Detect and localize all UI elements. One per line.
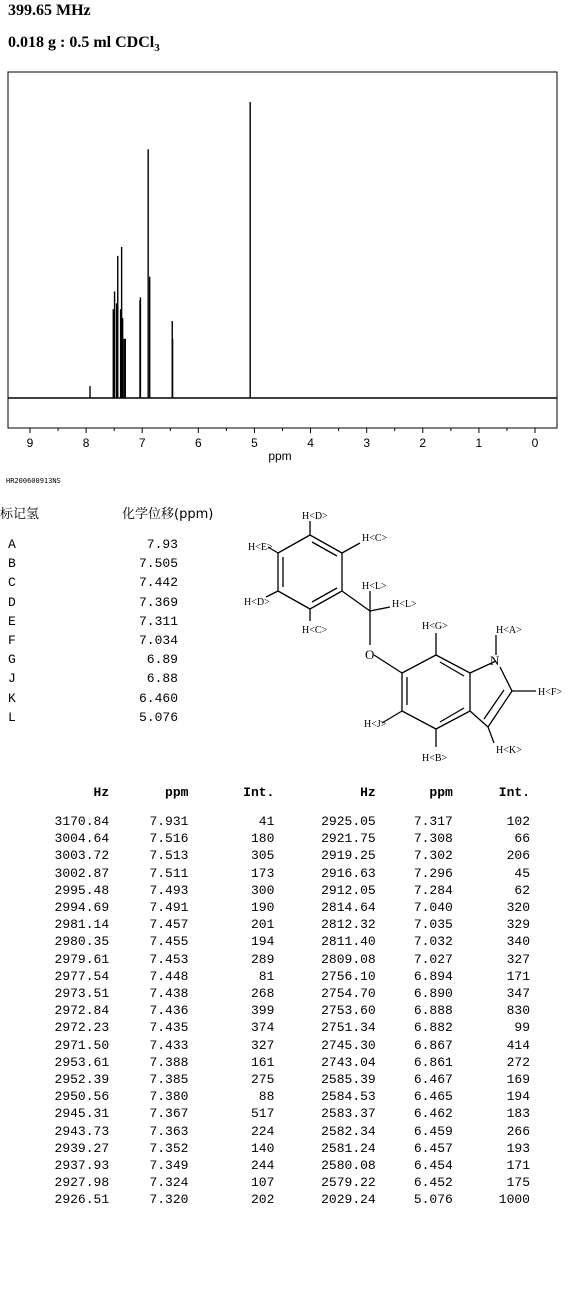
assignment-shift: 7.311 (138, 613, 178, 629)
table-cell: 99 (514, 1020, 530, 1036)
table-row (10, 1071, 530, 1088)
table-cell: 399 (250, 1003, 275, 1019)
assignment-label: K (8, 690, 16, 706)
table-cell: 2953.61 (54, 1054, 110, 1070)
table-row (10, 1019, 530, 1036)
table-row (10, 1037, 530, 1054)
table-cell: 224 (250, 1123, 275, 1139)
table-cell: 169 (506, 1072, 530, 1088)
table-cell: 88 (258, 1089, 275, 1105)
table-cell: 190 (250, 900, 275, 916)
assignment-shift: 5.076 (138, 709, 178, 725)
assignment-label: B (8, 556, 16, 572)
table-row (10, 951, 530, 968)
table-row (10, 1105, 530, 1122)
assignment-shift: 6.89 (146, 652, 178, 668)
nmr-spectrum-chart (0, 70, 570, 470)
assignment-header-shift: 化学位移(ppm) (122, 507, 214, 522)
table-cell: 2583.37 (321, 1106, 376, 1122)
table-cell: 175 (506, 1175, 530, 1191)
assignment-label: C (8, 575, 16, 591)
table-cell: 6.882 (413, 1020, 453, 1036)
label-nitrogen: N (490, 653, 500, 668)
table-cell: 6.861 (413, 1054, 453, 1070)
table-cell: 2756.10 (321, 968, 376, 984)
sample-concentration-text: 0.018 g : 0.5 ml CDCl (8, 34, 155, 51)
table-row (10, 933, 530, 950)
table-cell: 2921.75 (321, 831, 376, 847)
table-cell: 201 (250, 917, 275, 933)
table-cell: 6.467 (413, 1072, 453, 1088)
x-axis-label: ppm (268, 449, 292, 463)
x-tick-label: 4 (307, 436, 314, 450)
label-hd-top: H<D> (302, 511, 328, 522)
table-cell: 2973.51 (54, 986, 110, 1002)
label-hf: H<F> (538, 687, 563, 698)
table-row (10, 1002, 530, 1019)
table-row (10, 899, 530, 916)
table-row (10, 1191, 530, 1208)
peak-table-header (10, 785, 530, 813)
table-cell: 2972.23 (54, 1020, 110, 1036)
assignment-shift: 7.93 (146, 537, 178, 552)
table-row (10, 813, 530, 830)
table-cell: 140 (250, 1140, 275, 1156)
table-cell: 7.352 (149, 1140, 189, 1156)
x-tick-label: 2 (419, 436, 427, 450)
table-row (10, 1054, 530, 1071)
table-cell: 2995.48 (54, 882, 110, 898)
table-row (10, 985, 530, 1002)
table-cell: 62 (514, 882, 530, 898)
table-cell: 7.302 (413, 848, 453, 864)
table-cell: 7.363 (149, 1123, 189, 1139)
table-cell: 7.438 (149, 986, 189, 1002)
table-cell: 3003.72 (54, 848, 110, 864)
table-cell: 244 (250, 1158, 275, 1174)
table-cell: 7.349 (149, 1158, 189, 1174)
label-hl2: H<L> (392, 599, 417, 610)
table-cell: 6.888 (413, 1003, 453, 1019)
spectrometer-frequency: 399.65 MHz (8, 2, 91, 19)
peaks-layer (90, 102, 250, 398)
table-cell: 7.448 (149, 968, 189, 984)
col-hz-1: Hz (93, 785, 110, 800)
table-cell: 2753.60 (321, 1003, 376, 1019)
x-tick-label: 7 (138, 436, 146, 450)
assignment-shift: 6.460 (138, 690, 178, 706)
table-row (10, 1140, 530, 1157)
table-cell: 340 (506, 934, 530, 950)
table-cell: 7.511 (149, 865, 189, 881)
table-cell: 6.462 (413, 1106, 453, 1122)
table-cell: 7.455 (149, 934, 189, 950)
table-cell: 41 (258, 814, 275, 829)
table-cell: 7.433 (149, 1037, 189, 1053)
label-hc-bottom: H<C> (302, 625, 328, 636)
x-tick-label: 5 (251, 436, 258, 450)
table-cell: 2943.73 (54, 1123, 110, 1139)
table-cell: 7.032 (413, 934, 453, 950)
label-hd-left: H<D> (244, 597, 270, 608)
table-cell: 266 (506, 1123, 530, 1139)
table-cell: 275 (250, 1072, 275, 1088)
table-cell: 161 (250, 1054, 275, 1070)
plot-frame (8, 72, 557, 428)
label-hk: H<K> (496, 745, 522, 756)
table-cell: 2927.98 (54, 1175, 110, 1191)
table-cell: 2981.14 (54, 917, 110, 933)
table-cell: 2950.56 (54, 1089, 110, 1105)
table-cell: 193 (506, 1140, 530, 1156)
table-cell: 7.296 (413, 865, 453, 881)
spectrum-code: HR200600913NS (6, 477, 61, 485)
table-cell: 173 (250, 865, 275, 881)
table-cell: 2952.39 (54, 1072, 110, 1088)
table-cell: 45 (514, 865, 530, 881)
assignment-label: D (8, 594, 16, 610)
table-cell: 300 (250, 882, 275, 898)
table-cell: 2937.93 (54, 1158, 110, 1174)
col-int-1: Int. (243, 785, 275, 800)
table-cell: 268 (250, 986, 275, 1002)
assignment-label: A (8, 537, 16, 552)
col-int-2: Int. (498, 785, 530, 800)
assignment-label: G (8, 652, 16, 668)
label-he: H<E> (248, 542, 273, 553)
table-cell: 2916.63 (321, 865, 376, 881)
table-cell: 7.491 (149, 900, 189, 916)
table-cell: 320 (506, 900, 530, 916)
table-cell: 6.452 (413, 1175, 453, 1191)
table-cell: 183 (506, 1106, 530, 1122)
table-cell: 6.890 (413, 986, 453, 1002)
table-cell: 289 (250, 951, 275, 967)
table-cell: 2814.64 (321, 900, 376, 916)
molecule-structure (240, 505, 570, 770)
peak-table-body (10, 813, 530, 1209)
table-cell: 66 (514, 831, 530, 847)
table-cell: 206 (506, 848, 530, 864)
label-hj: H<J> (364, 719, 387, 730)
table-row (10, 882, 530, 899)
table-cell: 327 (250, 1037, 275, 1053)
table-cell: 2811.40 (321, 934, 376, 950)
table-cell: 81 (258, 968, 275, 984)
table-cell: 2754.70 (321, 986, 376, 1002)
table-cell: 6.457 (413, 1140, 453, 1156)
x-tick-label: 9 (26, 436, 34, 450)
table-cell: 6.454 (413, 1158, 453, 1174)
table-cell: 2919.25 (321, 848, 376, 864)
table-cell: 7.436 (149, 1003, 189, 1019)
table-cell: 7.367 (149, 1106, 189, 1122)
label-hg: H<G> (422, 621, 448, 632)
table-cell: 347 (506, 986, 530, 1002)
x-tick-label: 3 (363, 436, 371, 450)
table-cell: 194 (506, 1089, 530, 1105)
table-cell: 6.894 (413, 968, 453, 984)
table-cell: 3004.64 (54, 831, 110, 847)
assignment-label: L (8, 709, 16, 725)
peak-table (10, 785, 530, 1209)
x-axis-ticks (27, 428, 539, 450)
table-cell: 2582.34 (321, 1123, 376, 1139)
table-cell: 7.320 (149, 1192, 189, 1208)
table-cell: 2994.69 (54, 900, 110, 916)
table-row (10, 1088, 530, 1105)
table-cell: 2971.50 (54, 1037, 110, 1053)
table-row (10, 916, 530, 933)
table-row (10, 968, 530, 985)
label-hl1: H<L> (362, 581, 387, 592)
x-tick-label: 8 (82, 436, 90, 450)
table-cell: 2581.24 (321, 1140, 376, 1156)
label-ha: H<A> (496, 625, 522, 636)
label-hb: H<B> (422, 753, 448, 764)
table-cell: 830 (506, 1003, 530, 1019)
assignment-label: J (8, 671, 16, 687)
x-tick-label: 0 (531, 436, 539, 450)
table-cell: 517 (250, 1106, 275, 1122)
table-cell: 7.435 (149, 1020, 189, 1036)
table-cell: 3002.87 (54, 865, 110, 881)
table-cell: 7.284 (413, 882, 453, 898)
table-cell: 2812.32 (321, 917, 376, 933)
table-cell: 7.457 (149, 917, 189, 933)
table-cell: 2584.53 (321, 1089, 376, 1105)
assignment-shift: 7.369 (138, 594, 178, 610)
assignment-label: E (8, 613, 16, 629)
table-cell: 7.453 (149, 951, 189, 967)
table-row (10, 847, 530, 864)
table-row (10, 865, 530, 882)
table-cell: 7.931 (149, 814, 189, 829)
col-ppm-2: ppm (429, 785, 453, 800)
table-cell: 6.465 (413, 1089, 453, 1105)
table-cell: 6.459 (413, 1123, 453, 1139)
table-cell: 171 (506, 1158, 530, 1174)
assignment-shift: 7.442 (138, 575, 178, 591)
table-row (10, 1123, 530, 1140)
assignment-shift: 7.034 (138, 633, 178, 648)
assignment-header-label: 标记氢 (0, 507, 40, 522)
table-cell: 2980.35 (54, 934, 110, 950)
assignment-shift: 7.505 (138, 556, 178, 572)
assignment-shift: 6.88 (146, 671, 178, 687)
col-ppm-1: ppm (165, 785, 189, 800)
table-cell: 7.513 (149, 848, 189, 864)
table-cell: 2580.08 (321, 1158, 376, 1174)
table-cell: 374 (250, 1020, 275, 1036)
table-cell: 7.385 (149, 1072, 189, 1088)
table-cell: 2029.24 (321, 1192, 376, 1208)
table-cell: 2743.04 (321, 1054, 376, 1070)
table-cell: 7.388 (149, 1054, 189, 1070)
label-hc-top: H<C> (362, 533, 388, 544)
x-tick-label: 1 (475, 436, 483, 450)
table-cell: 7.035 (413, 917, 453, 933)
table-cell: 7.516 (149, 831, 189, 847)
table-cell: 3170.84 (54, 814, 110, 829)
table-cell: 2751.34 (321, 1020, 376, 1036)
table-row (10, 830, 530, 847)
table-cell: 7.308 (413, 831, 453, 847)
table-cell: 2977.54 (54, 968, 110, 984)
table-cell: 2939.27 (54, 1140, 110, 1156)
table-cell: 102 (506, 814, 530, 829)
table-cell: 5.076 (413, 1192, 453, 1208)
table-row (10, 1174, 530, 1191)
x-tick-label: 6 (194, 436, 202, 450)
table-cell: 327 (506, 951, 530, 967)
table-cell: 1000 (498, 1192, 530, 1208)
table-cell: 7.027 (413, 951, 453, 967)
table-cell: 2585.39 (321, 1072, 376, 1088)
assignment-label: F (8, 633, 16, 648)
table-cell: 2945.31 (54, 1106, 110, 1122)
table-cell: 2925.05 (321, 814, 376, 829)
table-cell: 7.317 (413, 814, 453, 829)
table-cell: 2579.22 (321, 1175, 376, 1191)
sample-subscript: 3 (154, 42, 160, 55)
table-cell: 7.493 (149, 882, 189, 898)
table-cell: 7.380 (149, 1089, 189, 1105)
table-cell: 305 (250, 848, 275, 864)
table-cell: 329 (506, 917, 530, 933)
table-cell: 194 (250, 934, 275, 950)
label-oxygen: O (365, 647, 375, 662)
table-cell: 202 (250, 1192, 275, 1208)
col-hz-2: Hz (360, 785, 376, 800)
table-cell: 180 (250, 831, 275, 847)
table-row (10, 1157, 530, 1174)
table-cell: 414 (506, 1037, 530, 1053)
table-cell: 7.040 (413, 900, 453, 916)
table-cell: 7.324 (149, 1175, 189, 1191)
table-cell: 2809.08 (321, 951, 376, 967)
table-cell: 171 (506, 968, 530, 984)
table-cell: 2979.61 (54, 951, 110, 967)
table-cell: 107 (250, 1175, 275, 1191)
sample-concentration (8, 34, 160, 54)
table-cell: 2972.84 (54, 1003, 110, 1019)
table-cell: 2912.05 (321, 882, 376, 898)
table-cell: 2926.51 (54, 1192, 110, 1208)
table-cell: 272 (506, 1054, 530, 1070)
table-cell: 6.867 (413, 1037, 453, 1053)
table-cell: 2745.30 (321, 1037, 376, 1053)
